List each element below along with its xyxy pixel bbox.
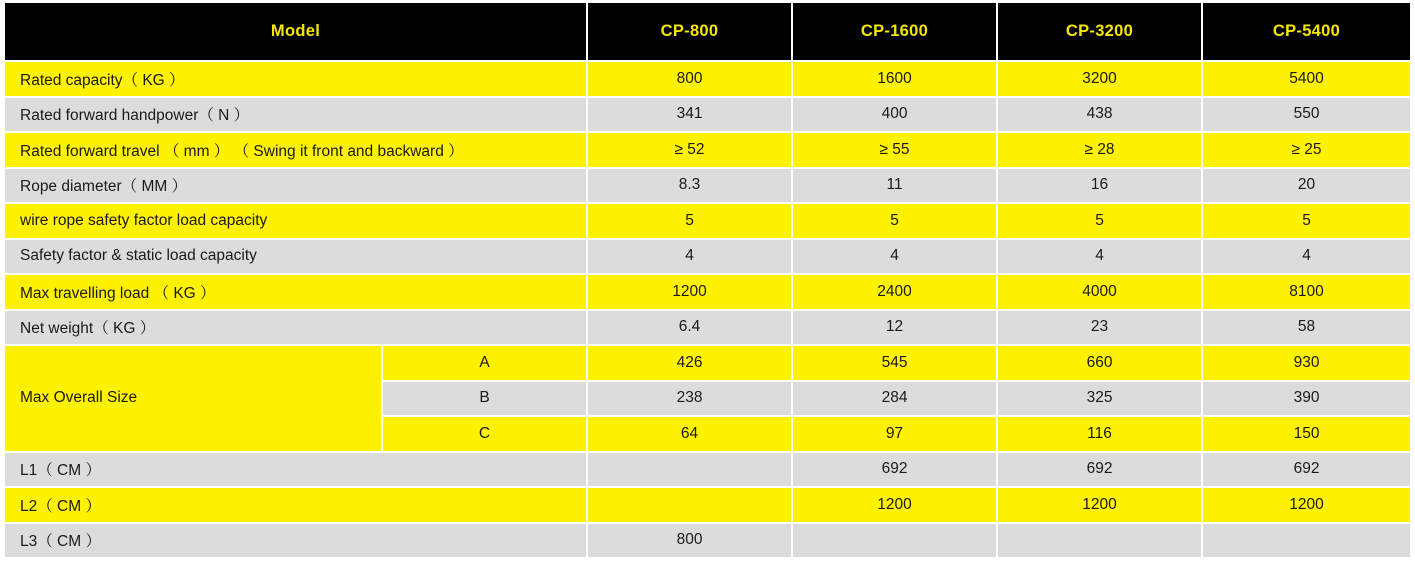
cell-value: 3200 (998, 62, 1203, 98)
row-l1 (5, 453, 1410, 489)
cell-value: 1200 (1203, 488, 1410, 524)
cell-value: 1200 (998, 488, 1203, 524)
cell-value: 4 (793, 240, 998, 276)
row-overall-size-a (5, 346, 1410, 382)
cell-value (793, 524, 998, 560)
cell-value: 4000 (998, 275, 1203, 311)
cell-value (998, 524, 1203, 560)
cell-value: 8.3 (588, 169, 793, 205)
cell-value: 150 (1203, 417, 1410, 453)
row-label: wire rope safety factor load capacity (5, 204, 588, 240)
row-max-travelling-load (5, 275, 1410, 311)
size-dimension-label: A (383, 346, 588, 382)
cell-value: 20 (1203, 169, 1410, 205)
model-header: Model (5, 3, 588, 62)
cell-value: 4 (588, 240, 793, 276)
row-l3 (5, 524, 1410, 560)
row-label: L2（ CM ） (5, 488, 588, 524)
overall-size-label: Max Overall Size (5, 346, 383, 453)
size-dimension-label: C (383, 417, 588, 453)
cell-value: 97 (793, 417, 998, 453)
cell-value: 4 (1203, 240, 1410, 276)
cell-value: 5400 (1203, 62, 1410, 98)
cell-value: 1200 (588, 275, 793, 311)
model-cp-5400: CP-5400 (1203, 3, 1410, 62)
cell-value: ≥ 55 (793, 133, 998, 169)
cell-value (1203, 524, 1410, 560)
row-label: Net weight（ KG ） (5, 311, 588, 347)
cell-value: ≥ 52 (588, 133, 793, 169)
model-cp-800: CP-800 (588, 3, 793, 62)
row-rated-forward-handpower (5, 98, 1410, 134)
cell-value: 8100 (1203, 275, 1410, 311)
cell-value: 5 (998, 204, 1203, 240)
cell-value: 692 (998, 453, 1203, 489)
cell-value: 5 (588, 204, 793, 240)
cell-value: 692 (1203, 453, 1410, 489)
cell-value: 800 (588, 524, 793, 560)
row-label: L3（ CM ） (5, 524, 588, 560)
cell-value: 1600 (793, 62, 998, 98)
row-safety-factor-static-load (5, 240, 1410, 276)
cell-value: 6.4 (588, 311, 793, 347)
cell-value: 4 (998, 240, 1203, 276)
cell-value: 692 (793, 453, 998, 489)
cell-value: 341 (588, 98, 793, 134)
spec-table (5, 3, 1410, 559)
row-label: Safety factor & static load capacity (5, 240, 588, 276)
cell-value (588, 453, 793, 489)
cell-value: 12 (793, 311, 998, 347)
cell-value: 400 (793, 98, 998, 134)
cell-value: 1200 (793, 488, 998, 524)
row-rope-diameter (5, 169, 1410, 205)
cell-value: 930 (1203, 346, 1410, 382)
cell-value: 11 (793, 169, 998, 205)
cell-value: 64 (588, 417, 793, 453)
cell-value: 438 (998, 98, 1203, 134)
model-cp-1600: CP-1600 (793, 3, 998, 62)
cell-value: 545 (793, 346, 998, 382)
cell-value: 5 (793, 204, 998, 240)
size-dimension-label: B (383, 382, 588, 418)
cell-value: 23 (998, 311, 1203, 347)
cell-value: 238 (588, 382, 793, 418)
row-net-weight (5, 311, 1410, 347)
header-row (5, 3, 1410, 62)
cell-value: 16 (998, 169, 1203, 205)
row-label: Rated forward travel （ mm ） （ Swing it front and backward ） (5, 133, 588, 169)
row-label: Rope diameter（ MM ） (5, 169, 588, 205)
row-label: L1（ CM ） (5, 453, 588, 489)
row-wire-rope-safety-factor (5, 204, 1410, 240)
cell-value: 660 (998, 346, 1203, 382)
row-label: Rated forward handpower（ N ） (5, 98, 588, 134)
cell-value: ≥ 25 (1203, 133, 1410, 169)
cell-value: 390 (1203, 382, 1410, 418)
cell-value: 5 (1203, 204, 1410, 240)
cell-value: 2400 (793, 275, 998, 311)
cell-value: 284 (793, 382, 998, 418)
cell-value (588, 488, 793, 524)
row-rated-capacity (5, 62, 1410, 98)
row-l2 (5, 488, 1410, 524)
cell-value: 800 (588, 62, 793, 98)
cell-value: 325 (998, 382, 1203, 418)
row-label: Max travelling load （ KG ） (5, 275, 588, 311)
row-label: Rated capacity（ KG ） (5, 62, 588, 98)
model-cp-3200: CP-3200 (998, 3, 1203, 62)
cell-value: 550 (1203, 98, 1410, 134)
cell-value: 116 (998, 417, 1203, 453)
cell-value: 426 (588, 346, 793, 382)
row-rated-forward-travel (5, 133, 1410, 169)
cell-value: 58 (1203, 311, 1410, 347)
cell-value: ≥ 28 (998, 133, 1203, 169)
